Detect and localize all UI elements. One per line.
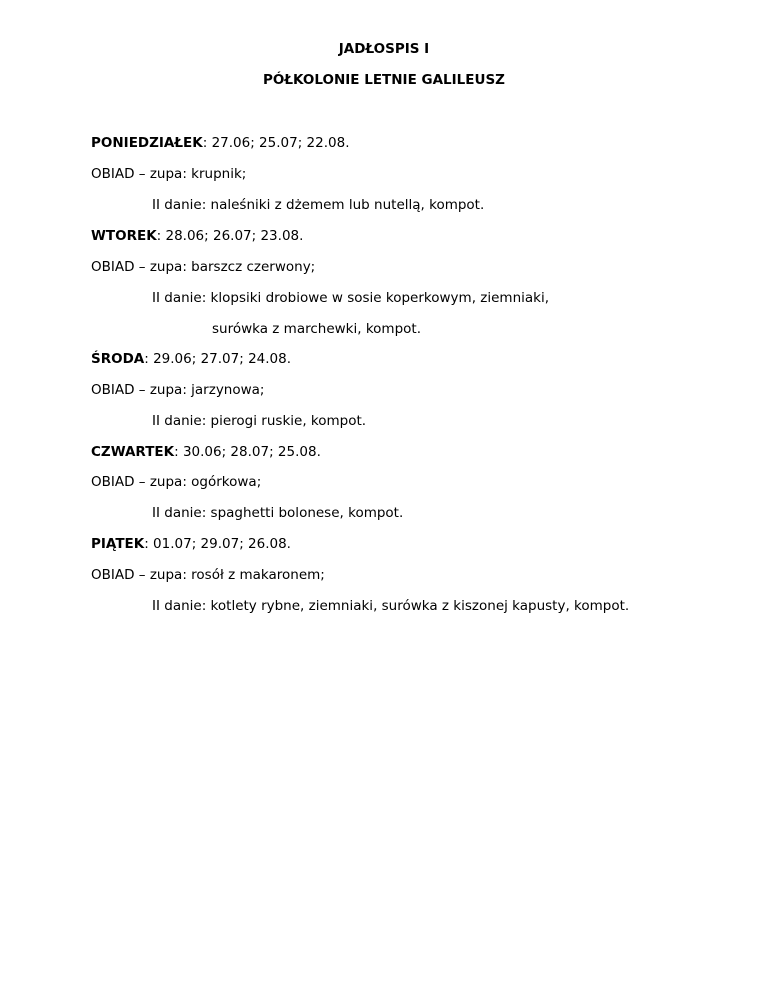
soup-line-friday: OBIAD – zupa: rosół z makaronem; <box>91 567 325 583</box>
day-name: ŚRODA <box>91 351 145 367</box>
day-name: CZWARTEK <box>91 444 175 460</box>
second-course-thursday: II danie: spaghetti bolonese, kompot. <box>152 505 404 521</box>
day-heading-monday <box>91 134 350 152</box>
day-name: WTOREK <box>91 228 157 244</box>
second-course-monday: II danie: naleśniki z dżemem lub nutellą, kompot. <box>152 197 485 213</box>
day-heading-tuesday <box>91 227 303 245</box>
day-name: PONIEDZIAŁEK <box>91 135 203 151</box>
soup-line-tuesday: OBIAD – zupa: barszcz czerwony; <box>91 259 316 275</box>
second-course-continuation-tuesday: surówka z marchewki, kompot. <box>212 321 421 337</box>
soup-line-thursday: OBIAD – zupa: ogórkowa; <box>91 474 262 490</box>
day-name: PIĄTEK <box>91 536 145 552</box>
document-title: JADŁOSPIS I <box>338 41 430 57</box>
soup-line-wednesday: OBIAD – zupa: jarzynowa; <box>91 382 265 398</box>
document-subtitle: PÓŁKOLONIE LETNIE GALILEUSZ <box>263 72 505 88</box>
second-course-friday: II danie: kotlety rybne, ziemniaki, surówka z kiszonej kapusty, kompot. <box>152 598 630 614</box>
day-heading-wednesday <box>91 350 291 368</box>
day-dates: : 27.06; 25.07; 22.08. <box>202 135 350 151</box>
day-dates: : 30.06; 28.07; 25.08. <box>174 444 321 460</box>
day-dates: : 28.06; 26.07; 23.08. <box>156 228 304 244</box>
day-heading-thursday <box>91 443 321 461</box>
day-dates: : 01.07; 29.07; 26.08. <box>144 536 291 552</box>
second-course-tuesday: II danie: klopsiki drobiowe w sosie koperkowym, ziemniaki, <box>152 290 550 306</box>
day-heading-friday <box>91 535 291 553</box>
day-dates: : 29.06; 27.07; 24.08. <box>144 351 292 367</box>
soup-line-monday: OBIAD – zupa: krupnik; <box>91 166 247 182</box>
second-course-wednesday: II danie: pierogi ruskie, kompot. <box>152 413 367 429</box>
